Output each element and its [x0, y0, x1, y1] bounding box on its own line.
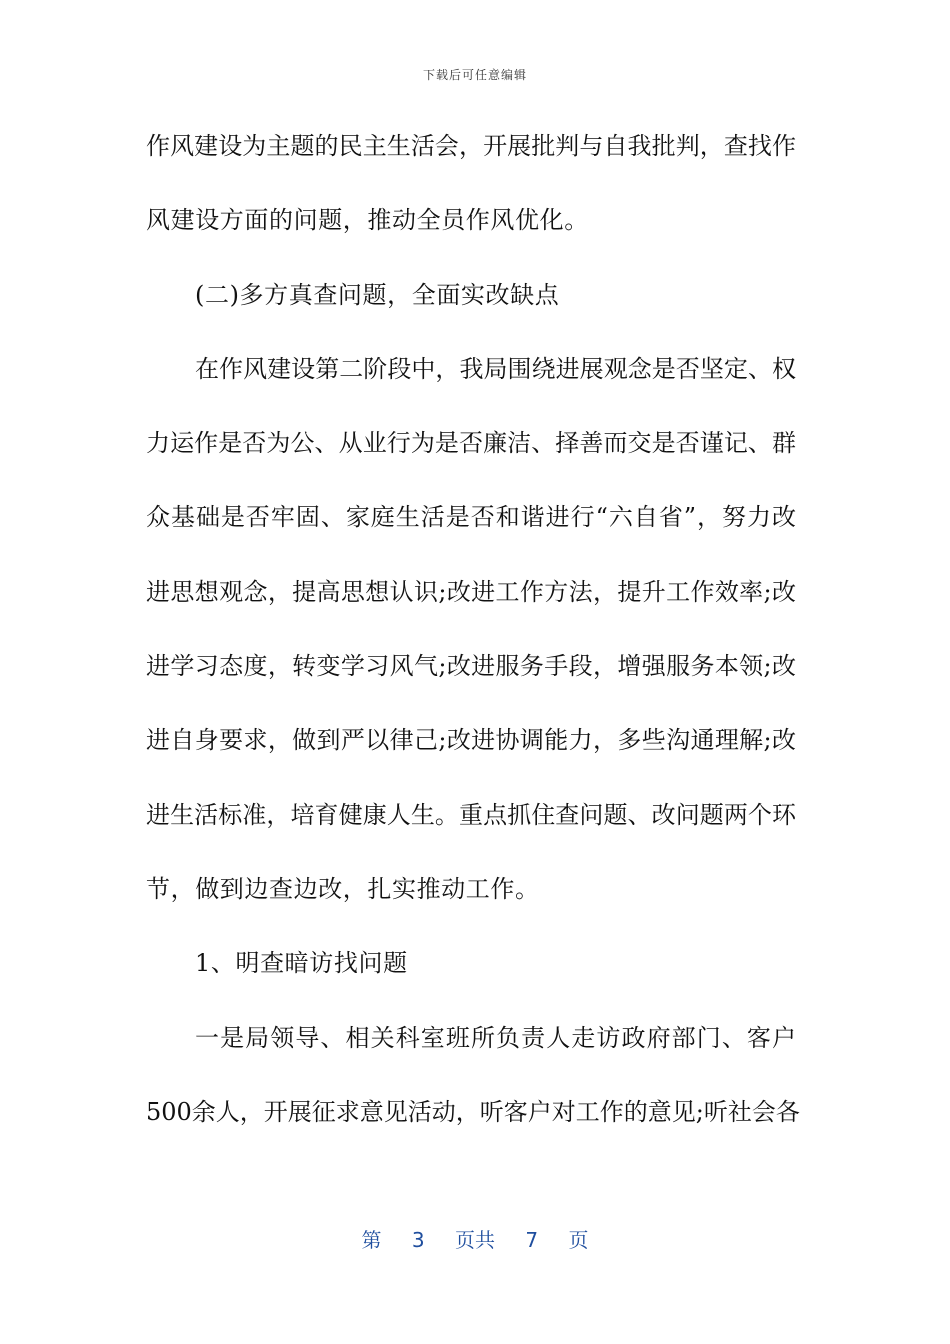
- footer-prefix: 第: [361, 1228, 382, 1252]
- footer-middle: 页共: [455, 1228, 495, 1252]
- paragraph-line: 进思想观念，提高思想认识;改进工作方法，提升工作效率;改: [146, 577, 796, 606]
- subsection-heading: 1、明查暗访找问题: [195, 949, 408, 978]
- paragraph-line: 众基础是否牢固、家庭生活是否和谐进行“六自省”，努力改: [146, 503, 796, 532]
- section-heading: (二)多方真查问题，全面实改缺点: [195, 280, 560, 309]
- paragraph-line: 500余人，开展征求意见活动，听客户对工作的意见;听社会各: [146, 1097, 800, 1126]
- footer-suffix: 页: [568, 1228, 589, 1252]
- paragraph-line: 风建设方面的问题，推动全员作风优化。: [146, 206, 589, 235]
- paragraph-line: 进生活标准，培育健康人生。重点抓住查问题、改问题两个环: [146, 800, 796, 829]
- paragraph-line: 一是局领导、相关科室班所负责人走访政府部门、客户: [195, 1023, 796, 1052]
- paragraph-line: 在作风建设第二阶段中，我局围绕进展观念是否坚定、权: [195, 354, 796, 383]
- paragraph-line: 节，做到边查边改，扎实推动工作。: [146, 874, 540, 903]
- header-note: 下载后可任意编辑: [422, 68, 527, 82]
- page-footer: [0, 1224, 950, 1253]
- body-text: [146, 120, 800, 1160]
- paragraph-line: 进自身要求，做到严以律己;改进协调能力，多些沟通理解;改: [146, 726, 796, 755]
- paragraph-line: 作风建设为主题的民主生活会，开展批判与自我批判，查找作: [146, 132, 796, 160]
- footer-total-pages: 7: [525, 1228, 539, 1252]
- footer-current-page: 3: [411, 1228, 425, 1252]
- paragraph-line: 进学习态度，转变学习风气;改进服务手段，增强服务本领;改: [146, 652, 796, 681]
- paragraph-line: 力运作是否为公、从业行为是否廉洁、择善而交是否谨记、群: [146, 429, 796, 458]
